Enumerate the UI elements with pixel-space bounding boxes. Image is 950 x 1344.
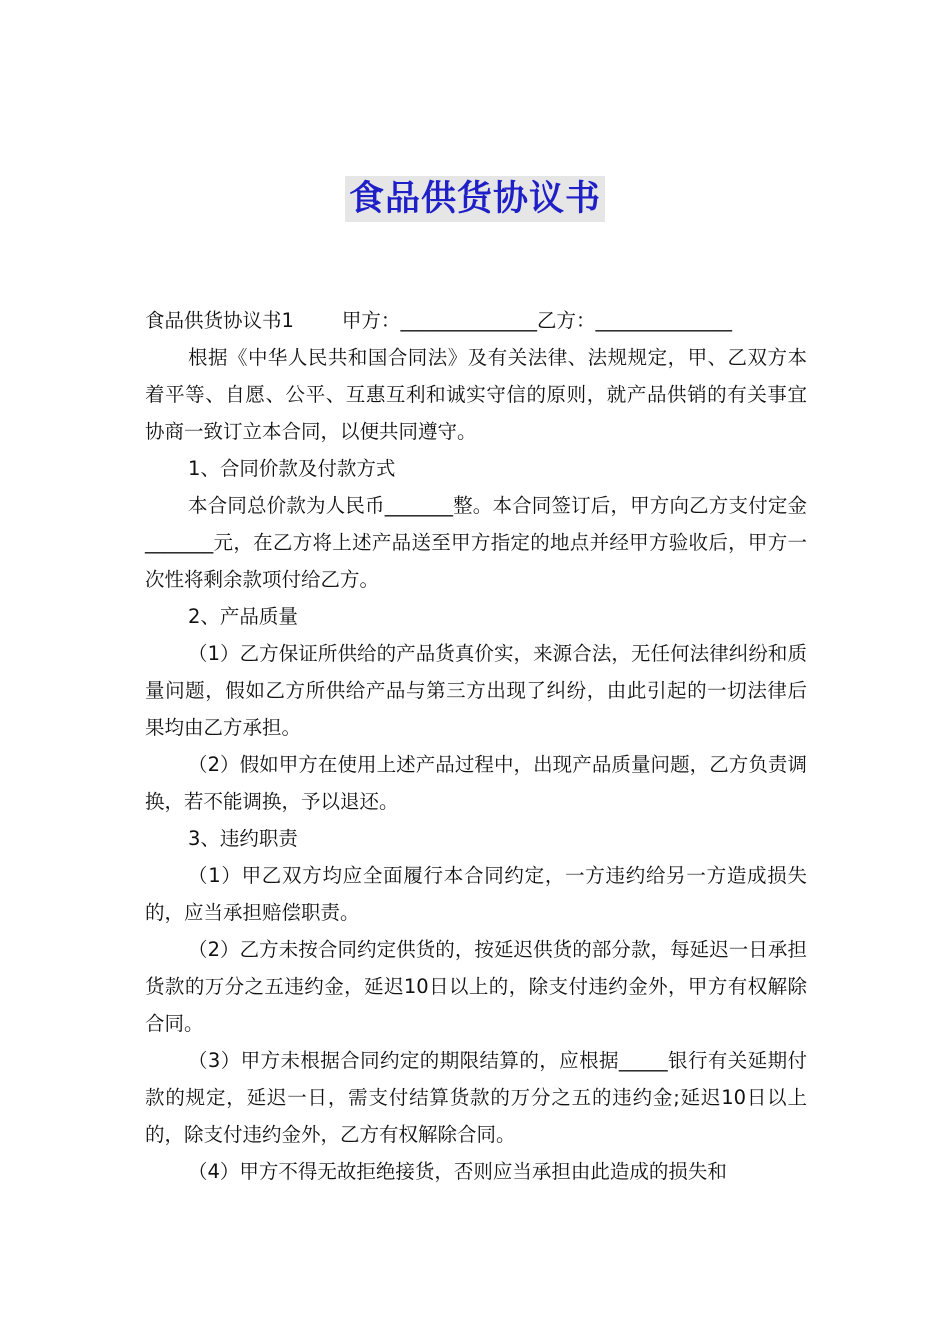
party-a-blank: ______________ — [400, 309, 537, 332]
doc-label: 食品供货协议书1 — [145, 309, 294, 332]
section-3-clause-2: （2）乙方未按合同约定供货的，按延迟供货的部分款，每延迟一日承担货款的万分之五违约金，延迟10日以上的，除支付违约金外，甲方有权解除合同。 — [145, 938, 807, 1035]
section-3-clause-1: （1）甲乙双方均应全面履行本合同约定，一方违约给另一方造成损失的，应当承担赔偿职责。 — [145, 864, 807, 924]
document-title: 食品供货协议书 — [345, 176, 605, 222]
party-b-blank: ______________ — [595, 309, 732, 332]
section-2-clause-2: （2）假如甲方在使用上述产品过程中，出现产品质量问题，乙方负责调换，若不能调换，予以退还。 — [145, 753, 807, 813]
section-3-clause-4: （4）甲方不得无故拒绝接货，否则应当承担由此造成的损失和 — [188, 1160, 727, 1183]
section-3-heading: 3、违约职责 — [188, 827, 298, 850]
title-container — [0, 176, 950, 222]
intro-paragraph: 根据《中华人民共和国合同法》及有关法律、法规规定，甲、乙双方本着平等、自愿、公平、互惠互利和诚实守信的原则，就产品供销的有关事宜协商一致订立本合同，以便共同遵守。 — [145, 346, 807, 443]
document-body — [145, 302, 807, 1190]
section-2-clause-1: （1）乙方保证所供给的产品货真价实，来源合法，无任何法律纠纷和质量问题，假如乙方所供给产品与第三方出现了纠纷，由此引起的一切法律后果均由乙方承担。 — [145, 642, 807, 739]
party-b-label: 乙方： — [536, 309, 596, 332]
section-1-heading: 1、合同价款及付款方式 — [188, 457, 396, 480]
header-line — [145, 302, 807, 339]
section-2-heading: 2、产品质量 — [188, 605, 298, 628]
party-a-label: 甲方： — [341, 309, 401, 332]
section-3-clause-3: （3）甲方未根据合同约定的期限结算的，应根据_____银行有关延期付款的规定，延迟一日，需支付结算货款的万分之五的违约金;延迟10日以上的，除支付违约金外，乙方有权解除合同。 — [145, 1049, 807, 1146]
section-1-text: 本合同总价款为人民币_______整。本合同签订后，甲方向乙方支付定金_______元，在乙方将上述产品送至甲方指定的地点并经甲方验收后，甲方一次性将剩余款项付给乙方。 — [145, 494, 807, 591]
